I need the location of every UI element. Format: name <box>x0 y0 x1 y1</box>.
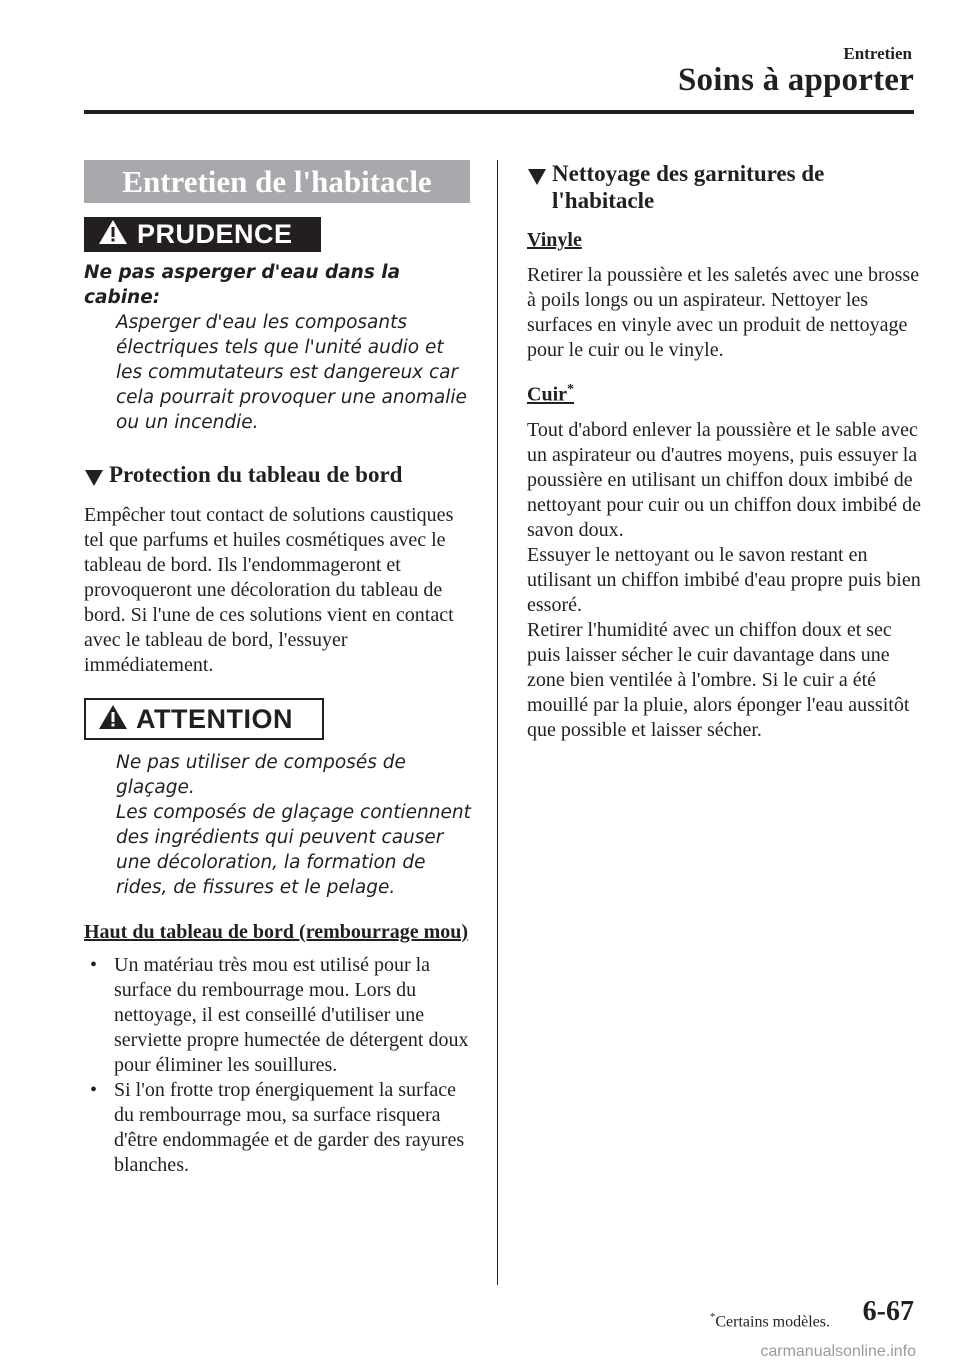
dashboard-text: Empêcher tout contact de solutions caustiques tel que parfums et huiles cosmétiques avec le tableau de bord. Ils l'endommageront et provoqueront une décoloration du tableau de bord. Si l'une de ces solutions vient en contact avec le tableau de bord, l'essuyer immédiatement. <box>84 504 454 676</box>
attention-line-2: Les composés de glaçage contiennent des ingrédients qui peuvent causer une décoloration, la formation de rides, de fissures et le pelage. <box>116 802 471 898</box>
warning-icon <box>98 219 128 250</box>
list-item: • Si l'on frotte trop énergiquement la surface du rembourrage mou, sa surface risquera d'être endommagée et de garder des rayures blanches. <box>90 1079 465 1176</box>
leather-label: Cuir <box>527 383 567 406</box>
caution-title: Ne pas asperger d'eau dans la cabine: <box>84 262 401 308</box>
footnote-text: Certains modèles. <box>715 1313 830 1331</box>
dashboard-heading-text: Protection du tableau de bord <box>109 462 403 487</box>
trim-heading <box>527 160 922 214</box>
attention-line-1: Ne pas utiliser de composés de glaçage. <box>116 752 406 798</box>
caution-badge <box>84 217 321 252</box>
section-banner: Entretien de l'habitacle <box>84 160 470 203</box>
right-column <box>527 160 922 743</box>
leather-text-2: Essuyer le nettoyant ou le savon restant en utilisant un chiffon imbibé d'eau propre puis bien essoré. <box>527 543 921 616</box>
page-number: 6-67 <box>862 1296 914 1327</box>
warning-icon <box>98 704 128 735</box>
footnote-asterisk: * <box>709 1311 716 1323</box>
caution-body: Asperger d'eau les composants électriques tels que l'unité audio et les commutateurs est dangereux car cela pourrait provoquer une anomalie ou un incendie. <box>116 312 467 433</box>
watermark: carmanualsonline.info <box>760 1343 916 1360</box>
header-rule <box>84 110 914 114</box>
trim-heading-text: Nettoyage des garnitures de l'habitacle <box>552 161 825 213</box>
padding-heading: Haut du tableau de bord (rembourrage mou) <box>84 921 469 943</box>
padding-bullet-list <box>84 953 474 1178</box>
attention-body <box>84 750 474 900</box>
leather-text-3: Retirer l'humidité avec un chiffon doux et sec puis laisser sécher le cuir davantage dans une zone bien ventilée à l'ombre. Si le cuir a été mouillé par la pluie, alors éponger l'eau aussitôt que possible et laisser sécher. <box>527 618 910 741</box>
header-chapter: Entretien <box>843 44 912 63</box>
bullet-icon: • <box>90 1079 98 1101</box>
vinyl-text: Retirer la poussière et les saletés avec une brosse à poils longs ou un aspirateur. Nettoyer les surfaces en vinyle avec un produit de nettoyage pour le cuir ou le vinyle. <box>527 264 920 361</box>
leather-label-row <box>527 377 922 408</box>
asterisk-mark: * <box>567 382 574 397</box>
left-column <box>84 160 474 1178</box>
attention-badge <box>84 698 324 740</box>
leather-text-1: Tout d'abord enlever la poussière et le sable avec un aspirateur ou d'autres moyens, puis essuyer la poussière en utilisant un chiffon doux imbibé de nettoyant pour cuir ou un chiffon doux imbibé de savon doux. <box>527 418 921 541</box>
list-item: • Un matériau très mou est utilisé pour la surface du rembourrage mou. Lors du nettoyage, il est conseillé d'utiliser une serviette propre humectée de détergent doux pour éliminer les souillures. <box>90 954 469 1076</box>
bullet-icon: • <box>90 954 98 976</box>
dashboard-heading <box>84 461 474 493</box>
caution-label: PRUDENCE <box>137 219 293 249</box>
vinyl-label: Vinyle <box>527 229 582 251</box>
header-section-title: Soins à apporter <box>677 62 914 98</box>
attention-label: ATTENTION <box>136 703 293 734</box>
footnote <box>710 1311 830 1331</box>
column-divider <box>497 160 498 1285</box>
triangle-down-icon <box>527 165 547 192</box>
triangle-down-icon <box>84 466 104 493</box>
